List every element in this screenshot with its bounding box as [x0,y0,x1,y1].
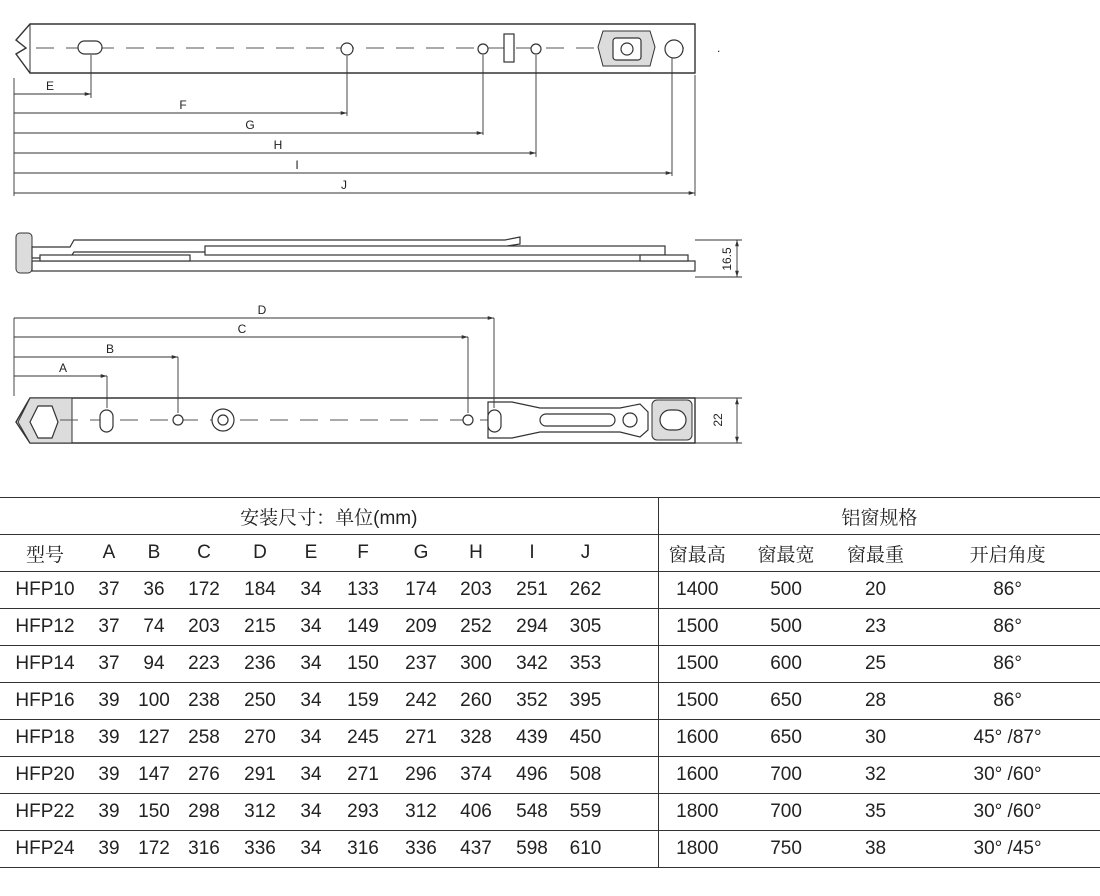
table-cell: 700 [736,757,836,794]
table-cell: 238 [180,683,228,720]
table-cell: 296 [396,757,446,794]
table-cell: 374 [446,757,506,794]
table-group-header [0,498,1100,535]
table-cell: 276 [180,757,228,794]
table-cell: 293 [330,794,396,831]
table-cell: 650 [736,720,836,757]
table-cell: 750 [736,831,836,868]
table-cell: 300 [446,646,506,683]
table-cell: 174 [396,572,446,609]
table-row [0,646,1100,683]
column-header: J [558,535,613,572]
column-header: 窗最重 [836,535,915,572]
side-arm-middle [205,246,665,255]
column-header: 开启角度 [915,535,1100,572]
table-cell: 127 [128,720,180,757]
column-header: F [330,535,396,572]
column-header: C [180,535,228,572]
column-header: E [292,535,330,572]
dim-label-b: B [105,342,115,356]
table-cell: 25 [836,646,915,683]
table-cell: 1500 [658,609,736,646]
table-cell: 39 [90,757,128,794]
table-row [0,720,1100,757]
table-cell: 184 [228,572,292,609]
table-cell: 215 [228,609,292,646]
table-cell: 35 [836,794,915,831]
dim-label-a: A [58,361,68,375]
side-end-cap [16,233,32,273]
table-cell: 1600 [658,757,736,794]
table-cell: 236 [228,646,292,683]
column-spacer [613,535,658,572]
dim-label-j: J [341,178,347,192]
bottom-hole-c [463,415,473,425]
column-header: H [446,535,506,572]
top-slot-e [78,41,102,54]
column-header: D [228,535,292,572]
table-cell: 36 [128,572,180,609]
column-header: A [90,535,128,572]
table-cell: 209 [396,609,446,646]
table-cell: 496 [506,757,558,794]
top-slot-j [665,40,683,58]
table-cell: 650 [736,683,836,720]
table-cell: 260 [446,683,506,720]
table-cell: 1600 [658,720,736,757]
table-cell: 548 [506,794,558,831]
table-body [0,572,1100,868]
top-slot-mid [504,34,514,62]
table-cell: 600 [736,646,836,683]
table-cell: 86° [915,683,1100,720]
table-cell: 172 [128,831,180,868]
table-cell: 39 [90,794,128,831]
table-cell: 250 [228,683,292,720]
table-cell: 237 [396,646,446,683]
column-header: G [396,535,446,572]
table-cell: 437 [446,831,506,868]
dim-label-c: C [237,322,247,336]
top-dot: . [717,41,721,55]
table-cell: 23 [836,609,915,646]
table-row [0,794,1100,831]
table-cell: 353 [558,646,613,683]
table-cell: 242 [396,683,446,720]
bottom-hole-b [173,415,183,425]
table-cell: 1500 [658,683,736,720]
table-cell: HFP12 [0,609,90,646]
table-cell: 30° /45° [915,831,1100,868]
table-cell: 34 [292,720,330,757]
top-hole-h [531,44,541,54]
table-cell: 271 [396,720,446,757]
table-cell: 39 [90,720,128,757]
table-cell: 100 [128,683,180,720]
table-cell: 30° /60° [915,757,1100,794]
table-cell: 328 [446,720,506,757]
side-height-label: 16.5 [720,247,734,271]
table-cell: 20 [836,572,915,609]
table-cell: 86° [915,572,1100,609]
table-cell: HFP22 [0,794,90,831]
table-cell: 150 [128,794,180,831]
table-cell: 610 [558,831,613,868]
table-cell: 316 [180,831,228,868]
column-spacer [613,572,658,609]
top-hole-i [621,43,633,55]
table-row [0,609,1100,646]
bottom-height-label: 22 [711,413,725,427]
column-header: I [506,535,558,572]
table-column-header [0,535,1100,572]
column-spacer [613,831,658,868]
table-cell: 34 [292,572,330,609]
table-cell: 133 [330,572,396,609]
column-header: B [128,535,180,572]
table-cell: HFP14 [0,646,90,683]
table-row [0,683,1100,720]
table-cell: 598 [506,831,558,868]
table-cell: 45° /87° [915,720,1100,757]
top-view [14,24,720,196]
table-cell: 74 [128,609,180,646]
table-cell: 312 [396,794,446,831]
table-cell: 298 [180,794,228,831]
spec-table [0,497,1100,868]
table-cell: 500 [736,609,836,646]
table-cell: HFP16 [0,683,90,720]
table-cell: 406 [446,794,506,831]
side-base-plate [32,261,695,271]
table-cell: 32 [836,757,915,794]
table-cell: 159 [330,683,396,720]
dim-label-d: D [257,303,267,317]
table-row [0,831,1100,868]
column-header: 窗最高 [658,535,736,572]
table-cell: 1500 [658,646,736,683]
table-cell: 270 [228,720,292,757]
table-cell: 1400 [658,572,736,609]
table-cell: 1800 [658,794,736,831]
table-cell: HFP24 [0,831,90,868]
table-cell: 94 [128,646,180,683]
group-header-install: 安装尺寸：单位(mm) [0,498,658,535]
table-cell: 294 [506,609,558,646]
table-cell: 258 [180,720,228,757]
table-cell: 450 [558,720,613,757]
table-cell: 34 [292,646,330,683]
table-cell: HFP20 [0,757,90,794]
table-cell: HFP10 [0,572,90,609]
table-cell: 316 [330,831,396,868]
table-cell: 37 [90,646,128,683]
table-cell: 37 [90,572,128,609]
table-cell: 38 [836,831,915,868]
column-spacer [613,646,658,683]
table-cell: 700 [736,794,836,831]
table-cell: 39 [90,831,128,868]
column-header: 型号 [0,535,90,572]
top-hole-f [341,43,353,55]
table-cell: 352 [506,683,558,720]
table-cell: 251 [506,572,558,609]
table-cell: 305 [558,609,613,646]
dim-label-e: E [45,79,55,93]
table-cell: 1800 [658,831,736,868]
table-cell: 37 [90,609,128,646]
table-cell: 508 [558,757,613,794]
table-cell: 262 [558,572,613,609]
table-cell: 172 [180,572,228,609]
table-cell: 28 [836,683,915,720]
dim-label-f: F [179,98,187,112]
table-cell: 559 [558,794,613,831]
bottom-view [14,303,742,443]
table-cell: 245 [330,720,396,757]
table-cell: 395 [558,683,613,720]
table-cell: 149 [330,609,396,646]
column-spacer [613,757,658,794]
table-cell: 39 [90,683,128,720]
bottom-slot-a [100,410,113,432]
side-view [16,233,742,277]
dim-label-g: G [245,118,255,132]
table-cell: 203 [446,572,506,609]
table-cell: 150 [330,646,396,683]
column-spacer [613,609,658,646]
table-cell: 291 [228,757,292,794]
table-cell: 271 [330,757,396,794]
table-cell: 147 [128,757,180,794]
dim-label-h: H [273,138,283,152]
table-cell: 34 [292,757,330,794]
table-cell: 439 [506,720,558,757]
table-row [0,572,1100,609]
table-cell: 336 [396,831,446,868]
table-cell: 312 [228,794,292,831]
column-spacer [613,794,658,831]
table-cell: 30 [836,720,915,757]
table-cell: 203 [180,609,228,646]
table-cell: 500 [736,572,836,609]
dim-label-i: I [295,158,299,172]
table-cell: 342 [506,646,558,683]
top-hole-g [478,44,488,54]
table-cell: 86° [915,646,1100,683]
column-spacer [613,720,658,757]
bottom-slot-d [488,410,501,432]
group-header-window: 铝窗规格 [658,498,1100,535]
column-spacer [613,683,658,720]
table-cell: 336 [228,831,292,868]
table-cell: 34 [292,683,330,720]
table-cell: 223 [180,646,228,683]
table-cell: 34 [292,609,330,646]
table-cell: 34 [292,794,330,831]
table-cell: 252 [446,609,506,646]
column-header: 窗最宽 [736,535,836,572]
table-cell: HFP18 [0,720,90,757]
table-row [0,757,1100,794]
table-cell: 34 [292,831,330,868]
table-cell: 30° /60° [915,794,1100,831]
table-cell: 86° [915,609,1100,646]
